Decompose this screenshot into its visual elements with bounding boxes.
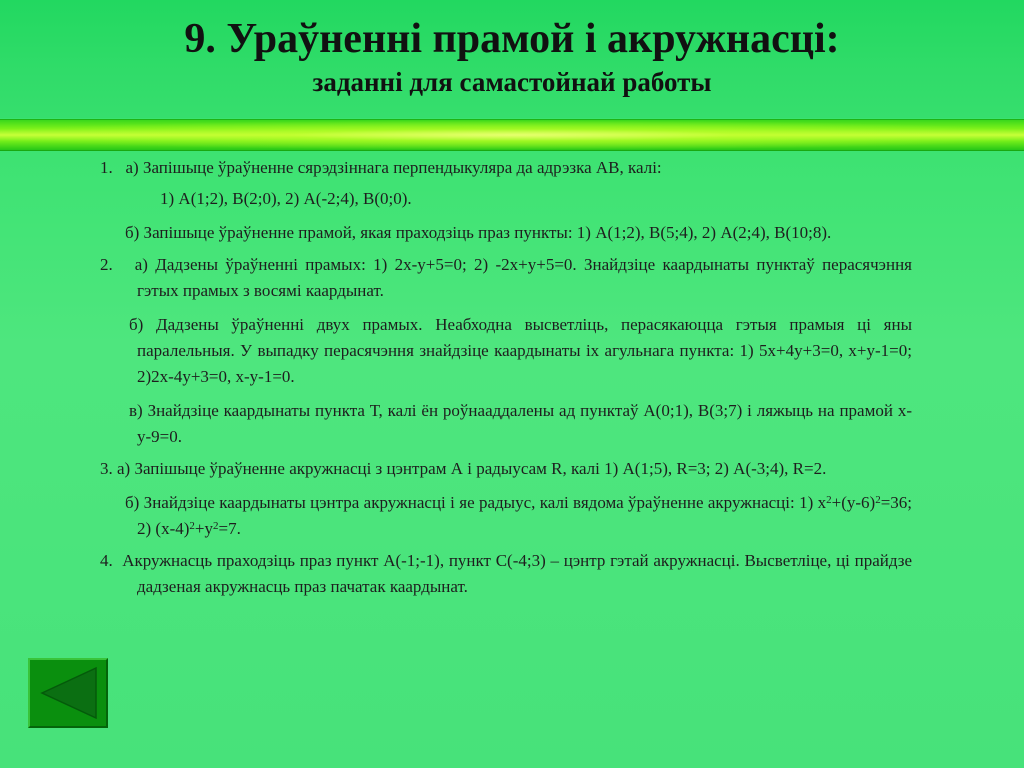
task-1a: 1. а) Запішыце ўраўненне сярэдзіннага перпендыкуляра да адрэзка АВ, калі: bbox=[100, 158, 662, 177]
task-3b-part: +y bbox=[194, 519, 213, 538]
task-3b-part: б) Знайдзіце каардынаты цэнтра акружнасці і яе радыус, калі вядома ўраўненне акружнасці: 1) x bbox=[125, 493, 827, 512]
task-list bbox=[100, 155, 912, 600]
slide-header bbox=[0, 0, 1024, 118]
exponent: 2 bbox=[875, 494, 881, 506]
task-3b-part: =7. bbox=[218, 519, 241, 538]
task-3a: 3. а) Запішыце ўраўненне акружнасці з цэнтрам А і радыусам R, калі 1) А(1;5), R=3; 2) А(-3;4), R=2. bbox=[100, 459, 827, 478]
task-1b: б) Запішыце ўраўненне прамой, якая праходзіць праз пункты: 1) А(1;2), В(5;4), 2) А(2;4), В(10;8). bbox=[125, 223, 832, 242]
task-2b: б) Дадзены ўраўненні двух прамых. Неабходна высветліць, перасякаюцца гэтыя прамыя ці яны паралельныя. У выпадку перасячэння знайдзіце каардынаты іх агульнага пункта: 1) 5x+4y+3=0, x+y-1=0; 2)2x-4y+3=0, x-y-1=0. bbox=[129, 315, 912, 386]
back-triangle-icon bbox=[30, 660, 106, 726]
task-2a: 2. а) Дадзены ўраўненні прамых: 1) 2x-y+5=0; 2) -2x+y+5=0. Знайдзіце каардынаты пунктаў перасячэння гэтых прамых з восямі каардынат. bbox=[100, 255, 912, 300]
exponent: 2 bbox=[189, 520, 195, 532]
task-3b-part: +(y-6) bbox=[831, 493, 876, 512]
task-2c: в) Знайдзіце каардынаты пункта Т, калі ён роўнааддалены ад пунктаў А(0;1), В(3;7) і ляжыць на прамой x-y-9=0. bbox=[129, 401, 912, 446]
slide-title: 9. Ураўненні прамой і акружнасці: bbox=[184, 16, 840, 62]
task-3b-part: =36; 2) (x-4) bbox=[137, 493, 912, 538]
divider-bar bbox=[0, 119, 1024, 151]
slide-subtitle: заданні для самастойнай работы bbox=[312, 67, 712, 97]
back-button[interactable] bbox=[28, 658, 108, 728]
task-1a-points: 1) А(1;2), В(2;0), 2) А(-2;4), В(0;0). bbox=[160, 189, 412, 208]
task-3b bbox=[100, 490, 912, 542]
exponent: 2 bbox=[826, 494, 832, 506]
task-4: 4. Акружнасць праходзіць праз пункт А(-1;-1), пункт С(-4;3) – цэнтр гэтай акружнасці. Высветліце, ці прайдзе дадзеная акружнасць праз пачатак каардынат. bbox=[100, 551, 912, 596]
exponent: 2 bbox=[213, 520, 219, 532]
